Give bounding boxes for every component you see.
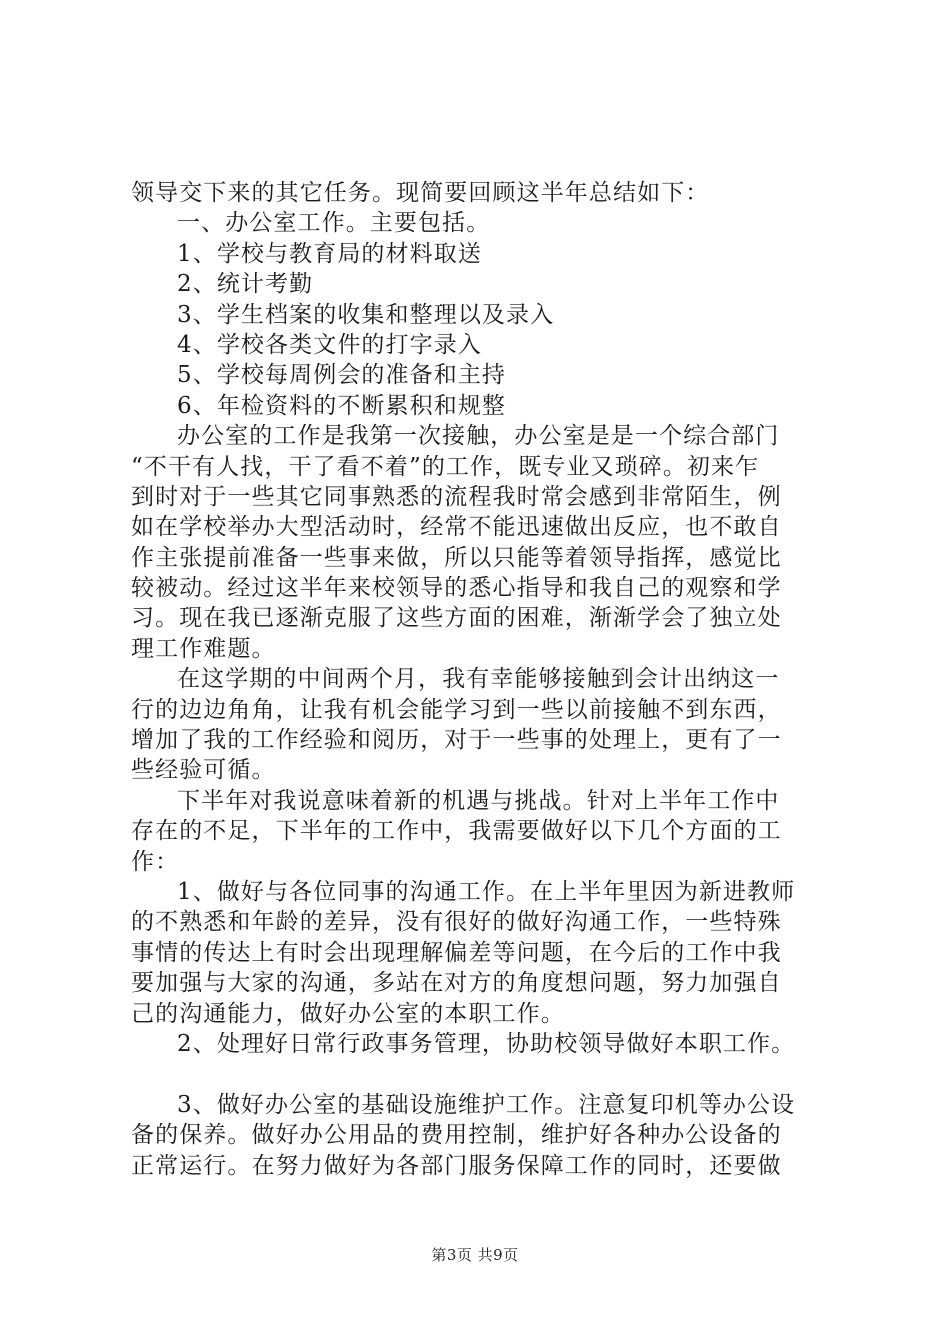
list-item-3: 3、学生档案的收集和整理以及录入 <box>177 301 555 328</box>
paragraph-4-line-3: 事情的传达上有时会出现理解偏差等问题，在今后的工作中我 <box>131 939 782 966</box>
paragraph-2-line-3: 增加了我的工作经验和阅历，对于一些事的处理上，更有了一 <box>131 727 782 754</box>
paragraph-4-line-2: 的不熟悉和年龄的差异，没有很好的做好沟通工作，一些特殊 <box>131 909 782 936</box>
paragraph-1-line-3: 到时对于一些其它同事熟悉的流程我时常会感到非常陌生，例 <box>131 483 782 510</box>
paragraph-1-line-1: 办公室的工作是我第一次接触，办公室是是一个综合部门 <box>177 423 780 450</box>
list-item-2: 2、统计考勤 <box>177 271 314 298</box>
document-body <box>131 178 831 1181</box>
blank-line <box>131 1059 831 1089</box>
paragraph-1-line-5: 作主张提前准备一些事来做，所以只能等着领导指挥，感觉比 <box>131 544 782 571</box>
paragraph-3-line-1: 下半年对我说意味着新的机遇与挑战。针对上半年工作中 <box>177 787 780 814</box>
paragraph-3-line-3: 作： <box>131 848 180 875</box>
list-item-1: 1、学校与教育局的材料取送 <box>177 240 482 267</box>
paragraph-3-line-2: 存在的不足，下半年的工作中，我需要做好以下几个方面的工 <box>131 818 782 845</box>
paragraph-5-line-1: 2、处理好日常行政事务管理，协助校领导做好本职工作。 <box>177 1030 796 1057</box>
paragraph-2-line-2: 行的边边角角，让我有机会能学习到一些以前接触不到东西， <box>131 696 782 723</box>
paragraph-1-line-2: “不干有人找，干了看不着”的工作，既专业又琐碎。初来乍 <box>131 453 760 480</box>
paragraph-1-line-7: 习。现在我已逐渐克服了这些方面的困难，渐渐学会了独立处 <box>131 605 782 632</box>
paragraph-1-line-4: 如在学校举办大型活动时，经常不能迅速做出反应，也不敢自 <box>131 514 782 541</box>
paragraph-2-line-1: 在这学期的中间两个月，我有幸能够接触到会计出纳这一 <box>177 666 780 693</box>
paragraph-4-line-1: 1、做好与各位同事的沟通工作。在上半年里因为新进教师 <box>177 878 796 905</box>
list-item-4: 4、学校各类文件的打字录入 <box>177 331 482 358</box>
list-item-6: 6、年检资料的不断累积和规整 <box>177 392 507 419</box>
list-item-5: 5、学校每周例会的准备和主持 <box>177 362 507 389</box>
paragraph-4-line-5: 己的沟通能力，做好办公室的本职工作。 <box>131 1000 565 1027</box>
text-line-1: 领导交下来的其它任务。现简要回顾这半年总结如下： <box>131 180 710 206</box>
paragraph-6-line-1: 3、做好办公室的基础设施维护工作。注意复印机等办公设 <box>177 1091 796 1118</box>
paragraph-1-line-8: 理工作难题。 <box>131 635 276 662</box>
paragraph-6-line-3: 正常运行。在努力做好为各部门服务保障工作的同时，还要做 <box>131 1152 782 1179</box>
paragraph-1-line-6: 较被动。经过这半年来校领导的悉心指导和我自己的观察和学 <box>131 575 782 602</box>
paragraph-4-line-4: 要加强与大家的沟通，多站在对方的角度想问题，努力加强自 <box>131 970 782 997</box>
paragraph-2-line-4: 些经验可循。 <box>131 757 276 784</box>
text-line-2: 一、办公室工作。主要包括。 <box>177 210 491 237</box>
paragraph-6-line-2: 备的保养。做好办公用品的费用控制，维护好各种办公设备的 <box>131 1122 782 1149</box>
page-number-footer: 第3页 共9页 <box>431 1246 519 1264</box>
